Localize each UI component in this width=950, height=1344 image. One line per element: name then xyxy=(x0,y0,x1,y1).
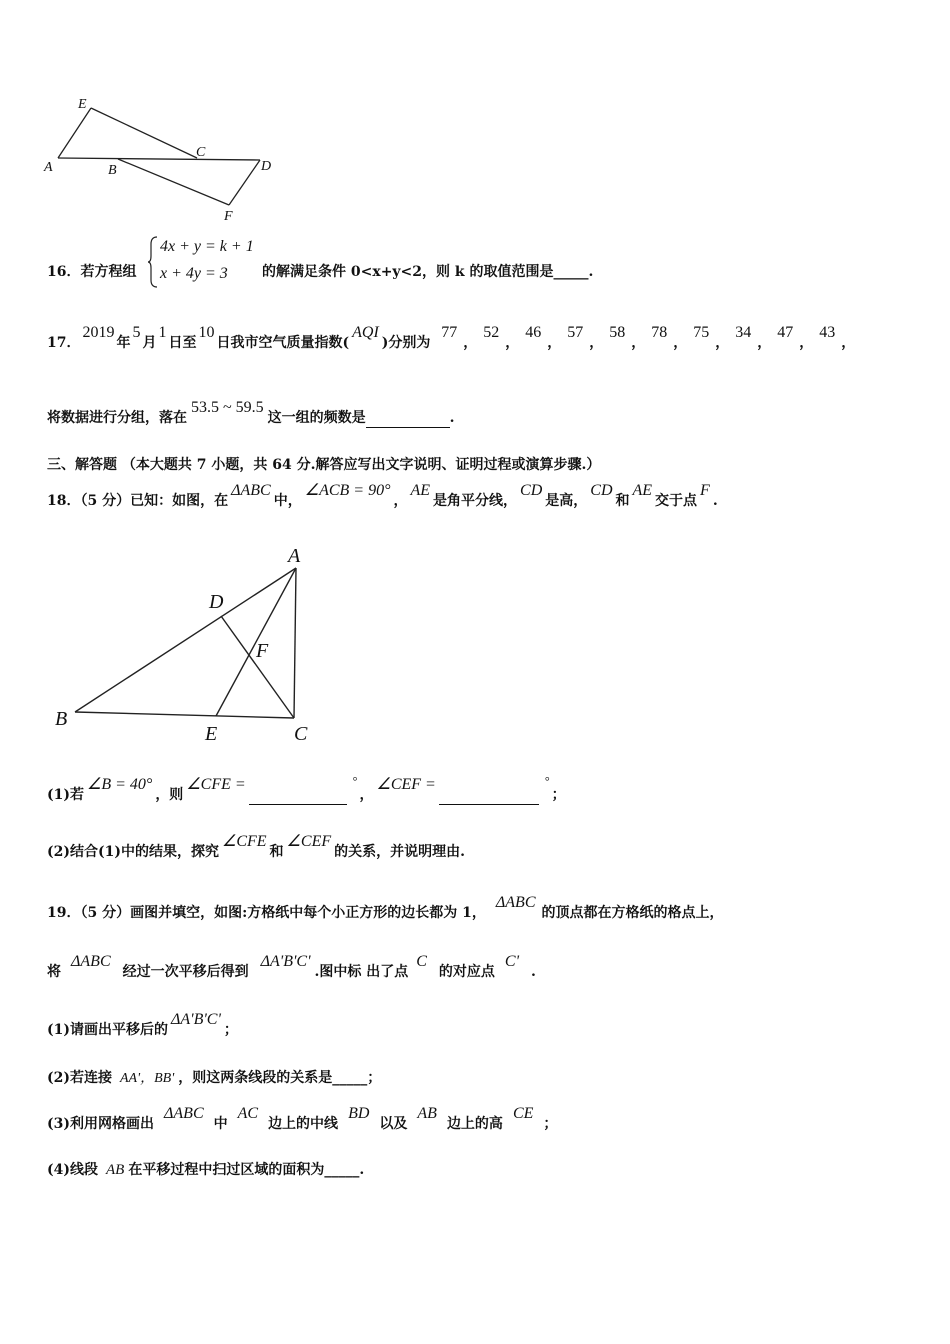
label-c: C xyxy=(196,145,206,160)
label-e: E xyxy=(78,97,87,112)
segment-ec xyxy=(91,108,197,158)
segment-ad xyxy=(58,158,260,160)
comma: ， xyxy=(547,335,562,351)
comma: ， xyxy=(589,335,604,351)
label-a: A xyxy=(288,545,301,567)
q19-part-3: (3)利用网格画出ΔABC中AC边上的中线BD以及AB边上的高CE； xyxy=(47,1105,558,1132)
side-ac xyxy=(294,568,296,718)
aqi-value: 47 xyxy=(777,324,794,341)
label-a: A xyxy=(44,160,53,175)
q19-part-4: (4)线段 AB 在平移过程中扫过区域的面积为_____. xyxy=(47,1162,365,1178)
q17-answer-blank[interactable] xyxy=(366,411,450,428)
aqi-value: 46 xyxy=(525,324,542,341)
q17-line-2: 将数据进行分组，落在53.5 ~ 59.5这一组的频数是 . xyxy=(47,399,455,426)
label-b: B xyxy=(55,708,68,730)
question-18: 18．（5 分）已知：如图，在ΔABC中，∠ACB = 90°，AE是角平分线，CD是高，CD和AE交于点F. xyxy=(47,482,718,509)
q16-equation-2: x + 4y = 3 xyxy=(160,265,228,282)
q19-part-2: (2)若连接 AA'，BB' ，则这两条线段的关系是_____； xyxy=(47,1070,382,1086)
label-d: D xyxy=(261,159,272,174)
segment-ae xyxy=(58,108,91,158)
aqi-value: 43 xyxy=(819,324,836,341)
q16-number: 16．若方程组 xyxy=(47,264,137,280)
comma: ， xyxy=(505,335,520,351)
comma: ， xyxy=(463,335,478,351)
q18-cfe-blank[interactable] xyxy=(249,788,347,805)
label-c: C xyxy=(294,723,308,745)
side-bc xyxy=(75,712,294,718)
comma: ， xyxy=(757,335,772,351)
aqi-value: 58 xyxy=(609,324,626,341)
segment-df xyxy=(229,160,260,205)
comma: ， xyxy=(631,335,646,351)
figure-parallel-lines xyxy=(40,92,290,227)
label-f: F xyxy=(224,209,233,224)
section-3-heading: 三、解答题 （本大题共 7 小题，共 64 分.解答应写出文字说明、证明过程或演算步骤.） xyxy=(47,457,601,473)
question-16 xyxy=(47,262,136,282)
comma: ， xyxy=(841,335,856,351)
q16-condition: 的解满足条件 0<x+y<2，则 k 的取值范围是_____. xyxy=(262,264,594,280)
aqi-value: 78 xyxy=(651,324,668,341)
label-d: D xyxy=(209,591,224,613)
segment-bf xyxy=(118,159,229,205)
figure-triangle-abc xyxy=(50,540,330,750)
brace-icon xyxy=(148,236,158,288)
aqi-value: 52 xyxy=(483,324,500,341)
aqi-value: 77 xyxy=(441,324,458,341)
q18-part-2: (2)结合(1)中的结果，探究∠CFE和∠CEF的关系，并说明理由. xyxy=(47,833,465,860)
q19-part-1: (1)请画出平移后的ΔA'B'C'； xyxy=(47,1011,238,1038)
label-e: E xyxy=(205,723,218,745)
q16-equation-1: 4x + y = k + 1 xyxy=(160,238,254,255)
aqi-value: 34 xyxy=(735,324,752,341)
aqi-value: 57 xyxy=(567,324,584,341)
question-19: 19．（5 分）画图并填空，如图:方格纸中每个小正方形的边长都为 1，ΔABC的顶点都在方格纸的格点上， xyxy=(47,894,724,921)
altitude-cd xyxy=(221,616,294,718)
label-f: F xyxy=(256,640,269,662)
comma: ， xyxy=(673,335,688,351)
comma: ， xyxy=(715,335,730,351)
q18-part-1: (1)若∠B = 40°，则∠CFE = °，∠CEF = °； xyxy=(47,774,566,803)
q19-line-2: 将ΔABC经过一次平移后得到ΔA'B'C'.图中标 出了点C的对应点C'. xyxy=(47,953,536,980)
label-b: B xyxy=(108,163,117,178)
aqi-value: 75 xyxy=(693,324,710,341)
question-17: 17．2019年5月1日至10日我市空气质量指数(AQI)分别为 77，52，46，57，58，78，75，34，47，43， xyxy=(47,324,856,351)
comma: ， xyxy=(799,335,814,351)
q18-cef-blank[interactable] xyxy=(439,788,539,805)
